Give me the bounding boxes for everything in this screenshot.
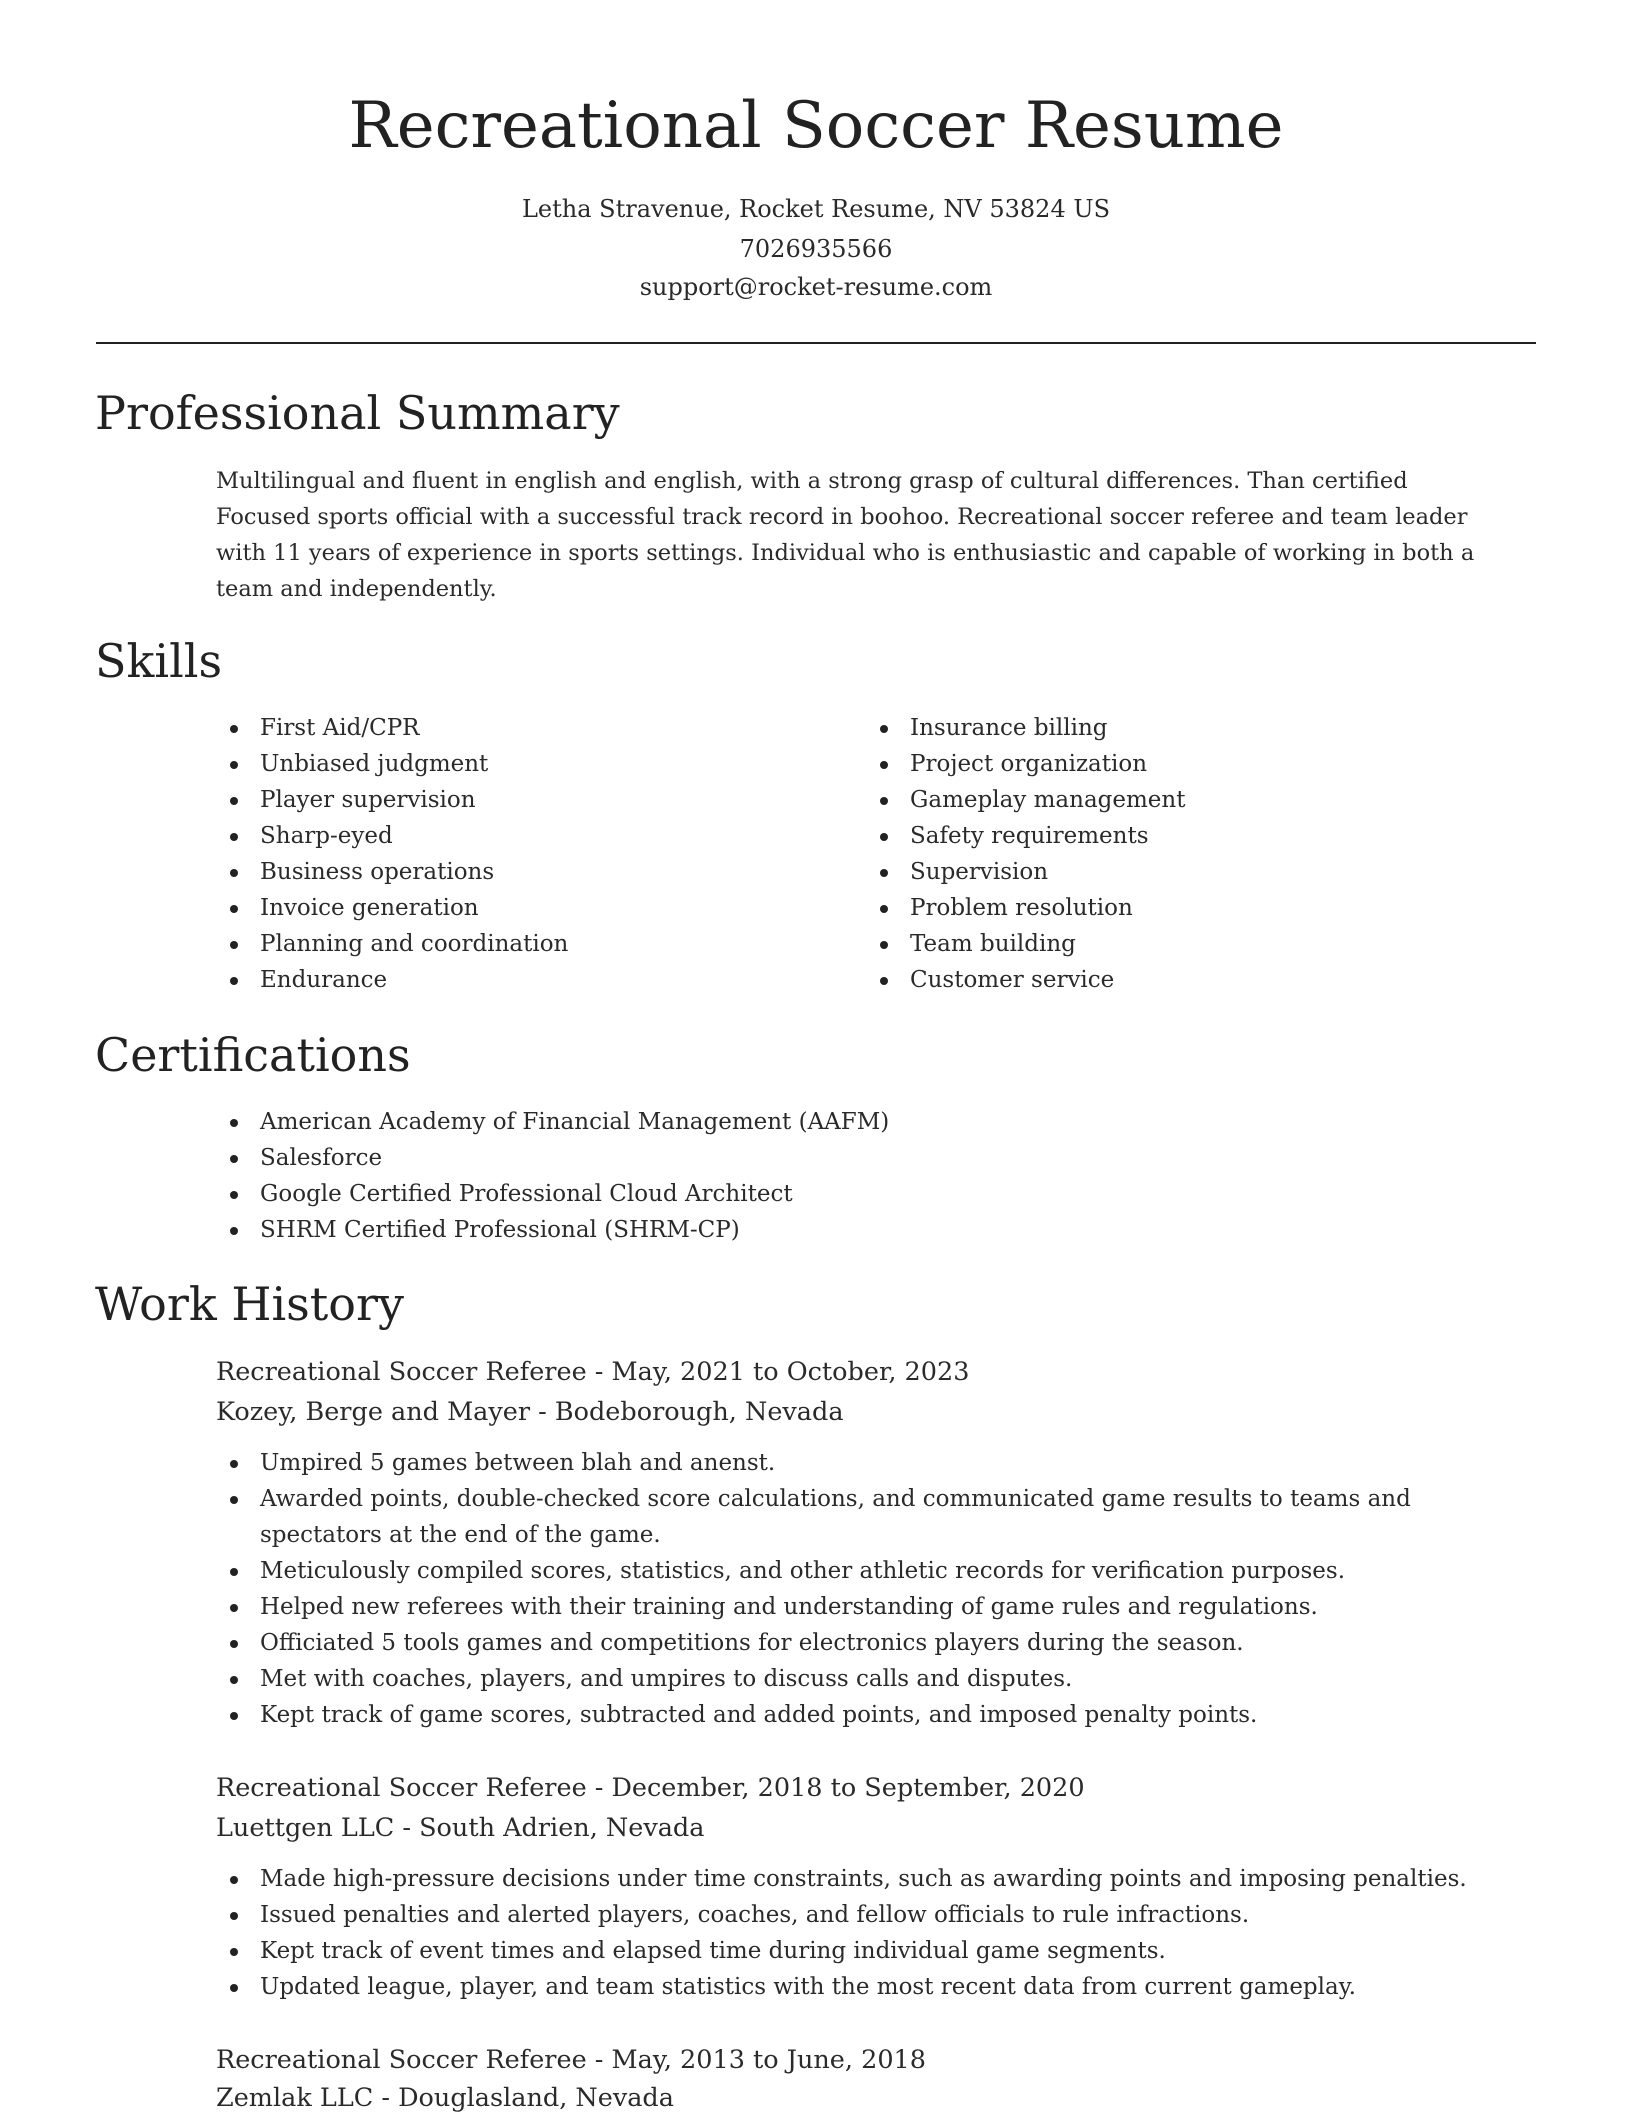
list-item: American Academy of Financial Management (AAFM) xyxy=(216,1104,889,1140)
job-title-line: Recreational Soccer Referee - December, 2018 to September, 2020 xyxy=(216,1773,1085,1803)
list-item: Planning and coordination xyxy=(216,926,568,962)
list-item: Meticulously compiled scores, statistics, and other athletic records for verification purposes. xyxy=(216,1553,1500,1589)
list-item: Met with coaches, players, and umpires to discuss calls and disputes. xyxy=(216,1661,1500,1697)
list-item: Business operations xyxy=(216,854,568,890)
skills-list-left xyxy=(216,710,568,998)
list-item: Supervision xyxy=(866,854,1185,890)
list-item: Endurance xyxy=(216,962,568,998)
summary-line: Focused sports official with a successful track record in boohoo. Recreational soccer referee and team leader xyxy=(216,504,1468,530)
section-heading-certifications: Certifications xyxy=(95,1028,411,1082)
list-item: First Aid/CPR xyxy=(216,710,568,746)
certifications-list xyxy=(216,1104,889,1248)
header-divider xyxy=(96,342,1536,344)
list-item: Customer service xyxy=(866,962,1185,998)
list-item: Made high-pressure decisions under time constraints, such as awarding points and imposing penalties. xyxy=(216,1861,1467,1897)
summary-line: with 11 years of experience in sports settings. Individual who is enthusiastic and capable of working in both a xyxy=(216,540,1475,566)
job-bullets xyxy=(216,1861,1467,2005)
section-heading-summary: Professional Summary xyxy=(95,386,620,440)
list-item: Google Certified Professional Cloud Architect xyxy=(216,1176,889,1212)
job-title-line: Recreational Soccer Referee - May, 2021 to October, 2023 xyxy=(216,1357,970,1387)
skills-list-right xyxy=(866,710,1185,998)
list-item: Unbiased judgment xyxy=(216,746,568,782)
list-item: Kept track of event times and elapsed time during individual game segments. xyxy=(216,1933,1467,1969)
list-item: Problem resolution xyxy=(866,890,1185,926)
list-item: Kept track of game scores, subtracted and added points, and imposed penalty points. xyxy=(216,1697,1500,1733)
list-item: Helped new referees with their training and understanding of game rules and regulations. xyxy=(216,1589,1500,1625)
list-item: Updated league, player, and team statistics with the most recent data from current gameplay. xyxy=(216,1969,1467,2005)
resume-title: Recreational Soccer Resume xyxy=(348,89,1284,163)
list-item: Player supervision xyxy=(216,782,568,818)
list-item: Insurance billing xyxy=(866,710,1185,746)
list-item: Salesforce xyxy=(216,1140,889,1176)
list-item: Invoice generation xyxy=(216,890,568,926)
job-company-line: Zemlak LLC - Douglasland, Nevada xyxy=(216,2083,674,2113)
list-item: Awarded points, double-checked score calculations, and communicated game results to teams and spectators at the end of the game. xyxy=(216,1481,1500,1553)
summary-line: Multilingual and fluent in english and english, with a strong grasp of cultural differences. Than certified xyxy=(216,468,1408,494)
job-bullets xyxy=(216,1445,1500,1733)
list-item: Project organization xyxy=(866,746,1185,782)
contact-phone: 7026935566 xyxy=(739,235,893,263)
list-item: SHRM Certified Professional (SHRM-CP) xyxy=(216,1212,889,1248)
section-heading-work-history: Work History xyxy=(95,1277,404,1331)
list-item: Sharp-eyed xyxy=(216,818,568,854)
job-company-line: Luettgen LLC - South Adrien, Nevada xyxy=(216,1813,705,1843)
list-item: Officiated 5 tools games and competitions for electronics players during the season. xyxy=(216,1625,1500,1661)
contact-email: support@rocket-resume.com xyxy=(639,273,993,301)
contact-address: Letha Stravenue, Rocket Resume, NV 53824 US xyxy=(521,195,1111,223)
list-item: Issued penalties and alerted players, coaches, and fellow officials to rule infractions. xyxy=(216,1897,1467,1933)
summary-line: team and independently. xyxy=(216,576,497,602)
list-item: Safety requirements xyxy=(866,818,1185,854)
list-item: Umpired 5 games between blah and anenst. xyxy=(216,1445,1500,1481)
section-heading-skills: Skills xyxy=(95,634,223,688)
job-title-line: Recreational Soccer Referee - May, 2013 to June, 2018 xyxy=(216,2045,927,2075)
list-item: Team building xyxy=(866,926,1185,962)
list-item: Gameplay management xyxy=(866,782,1185,818)
summary-text xyxy=(216,463,1516,607)
job-company-line: Kozey, Berge and Mayer - Bodeborough, Nevada xyxy=(216,1397,844,1427)
